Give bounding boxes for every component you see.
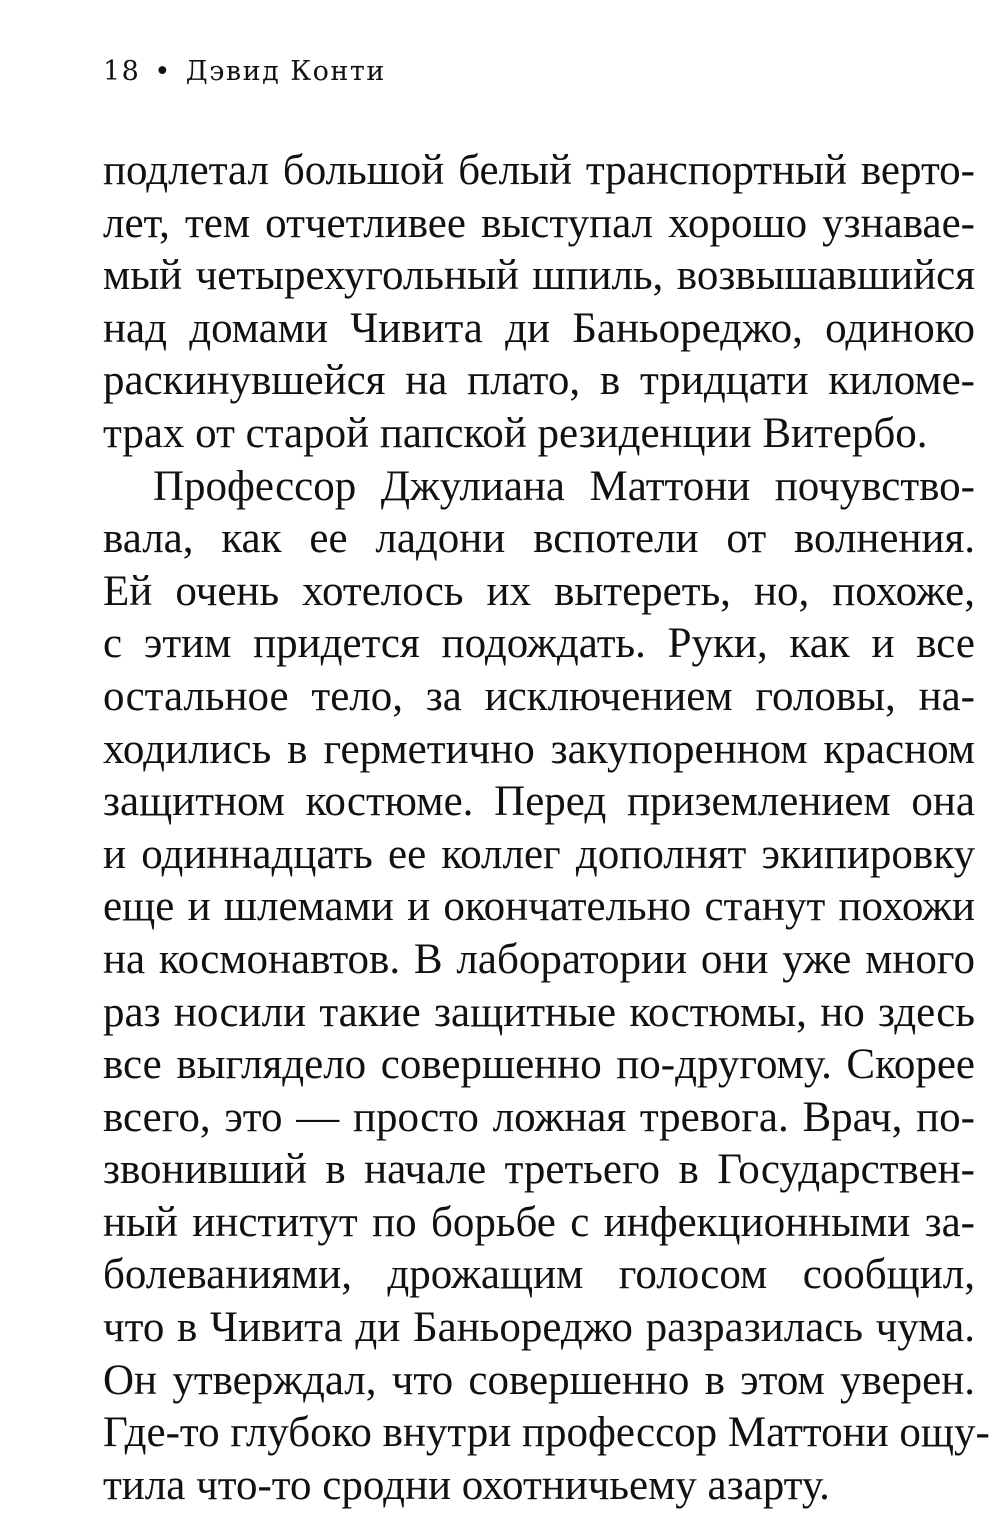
text-line: лет, тем отчетливее выступал хорошо узнавае- [103,199,975,247]
text-line: остальное тело, за исключением головы, на- [103,672,975,720]
running-title: Дэвид Конти [185,56,386,87]
text-line: подлетал большой белый транспортный верто- [103,147,975,194]
text-line: над домами Чивита ди Баньореджо, одиноко [103,304,975,352]
text-line: мый четырехугольный шпиль, возвышавшийся [103,252,975,300]
text-line: еще и шлемами и окончательно станут похожи [103,883,975,931]
text-line: вала, как ее ладони вспотели от волнения. [103,515,975,563]
text-line: ходились в герметично закупоренном красном [103,725,975,773]
text-line: защитном костюме. Перед приземлением она [103,778,975,826]
text-line: что в Чивита ди Баньореджо разразилась чума. [103,1304,975,1352]
paragraph [103,145,975,461]
page-number: 18 [103,56,141,87]
text-line: Ей очень хотелось их вытереть, но, похоже, [103,567,975,615]
text-line: Он утверждал, что совершенно в этом уверен. [103,1356,975,1404]
text-line: трах от старой папской резиденции Витербо. [103,409,928,457]
text-line: раз носили такие защитные костюмы, но здесь [103,988,975,1036]
text-line: болеваниями, дрожащим голосом сообщил, [103,1251,975,1299]
text-line: раскинувшейся на плато, в тридцати киломе- [103,357,975,405]
text-line: Где-то глубоко внутри профессор Маттони ощу- [103,1409,990,1457]
running-head [103,52,386,92]
text-line: тила что-то сродни охотничьему азарту. [103,1461,830,1509]
text-line: звонивший в начале третьего в Государствен- [103,1146,975,1194]
text-line: на космонавтов. В лаборатории они уже много [103,935,975,983]
text-line: и одиннадцать ее коллег дополнят экипировку [103,830,975,878]
text-line: все выглядело совершенно по-другому. Скорее [103,1041,975,1089]
text-line: ный институт по борьбе с инфекционными за- [103,1198,975,1246]
text-line: с этим придется подождать. Руки, как и все [103,620,975,668]
body-text [103,145,990,1512]
paragraph [103,461,990,1513]
text-line: всего, это — просто ложная тревога. Врач, по- [103,1093,975,1141]
text-line: Профессор Джулиана Маттони почувство- [153,462,975,510]
header-separator: • [154,56,172,87]
